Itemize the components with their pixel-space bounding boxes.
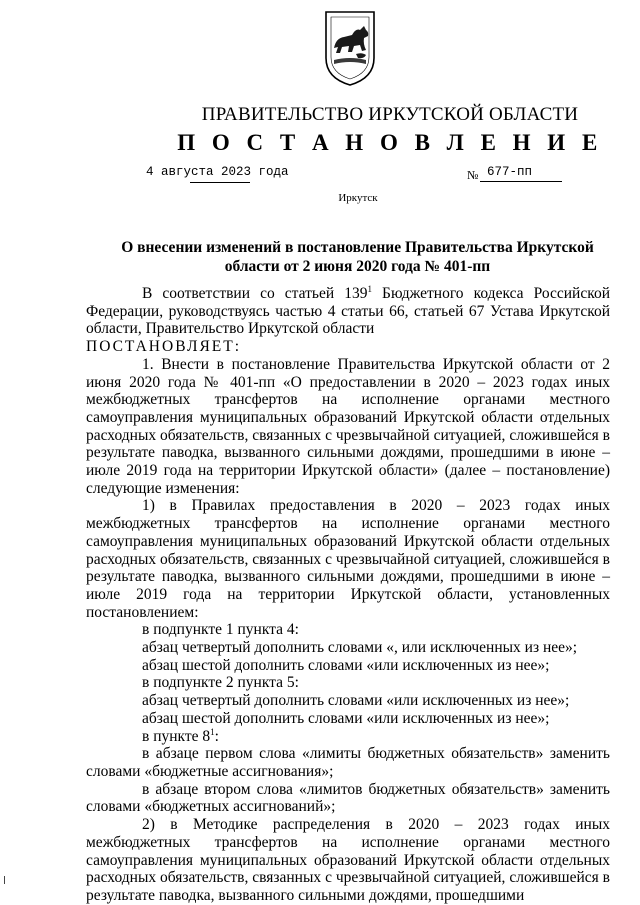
government-title: ПРАВИТЕЛЬСТВО ИРКУТСКОЙ ОБЛАСТИ (201, 104, 579, 125)
paragraph: 1. Внести в постановление Правительства Иркутской области от 2 июня 2020 года № 401-пп «О предоставлении в 2020 – 2023 годах иных межбюджетных трансфертов на исполнение органами местного самоуправления муниципальных образований Иркутской области отдельных расходных обязательств, связанных с чрезвычайной ситуацией, сложившейся в результате паводка, вызванного сильными дождями, прошедшими в июне – июле 2019 года на территории Иркутской области» (далее – постановление) следующие изменения: (86, 355, 610, 497)
paragraph: абзац четвертый дополнить словами «, или исключенных из нее»; (142, 639, 578, 657)
paragraph: 1) в Правилах предоставления в 2020 – 2023 годах иных межбюджетных трансфертов на исполнение органами местного самоуправления муниципальных образований Иркутской области отдельных расходных обязательств, связанных с чрезвычайной ситуацией, сложившейся в результате паводка, вызванного сильными дождями, прошедшими в июне – июле 2019 года на территории Иркутской области, установленных постановлением: (86, 497, 610, 621)
paragraph: в абзаце первом слова «лимиты бюджетных обязательств» заменить словами «бюджетные ассигнования»; (86, 745, 610, 780)
number-label: № (467, 168, 479, 182)
paragraph: в подпункте 1 пункта 4: (142, 621, 299, 639)
paragraph: 2) в Методике распределения в 2020 – 2023 годах иных межбюджетных трансфертов на исполнение органами местного самоуправления муниципальных образований Иркутской области отдельных расходных обязательств, связанных с чрезвычайной ситуацией, сложившейся в результате паводка, вызванного сильными дождями, прошедшими (86, 816, 610, 904)
date-underline (190, 182, 250, 183)
paragraph: абзац четвертый дополнить словами «или исключенных из нее»; (142, 692, 570, 710)
document-subject: О внесении изменений в постановление Правительства Иркутской области от 2 июня 2020 года № 401-пп (121, 239, 594, 275)
paragraph: в подпункте 2 пункта 5: (142, 674, 299, 692)
paragraph: абзац шестой дополнить словами «или исключенных из нее»; (142, 709, 550, 727)
document-number: 677-пп (487, 165, 533, 179)
paragraph: В соответствии со статьей $139^1$ Бюджетного кодекса Российской Федерации, руководствуясь частью 4 статьи 66, статьей 67 Устава Иркутской области, Правительство Иркутской области (86, 283, 611, 338)
number-underline (480, 181, 562, 182)
coat-of-arms-icon (322, 8, 378, 88)
document-type: П О С Т А Н О В Л Е Н И Е (177, 130, 603, 155)
scan-margin-mark (4, 876, 5, 884)
city: Иркутск (338, 192, 378, 204)
paragraph: абзац шестой дополнить словами «или исключенных из нее»; (142, 656, 550, 674)
decree-word: ПОСТАНОВЛЯЕТ: (86, 338, 242, 356)
document-body (86, 285, 610, 905)
document-date: 4 августа 2023 года (146, 165, 289, 179)
paragraph: в пункте $8^1$: (142, 726, 219, 745)
paragraph: в абзаце втором слова «лимитов бюджетных обязательств» заменить словами «бюджетных ассигнований»; (86, 780, 610, 816)
